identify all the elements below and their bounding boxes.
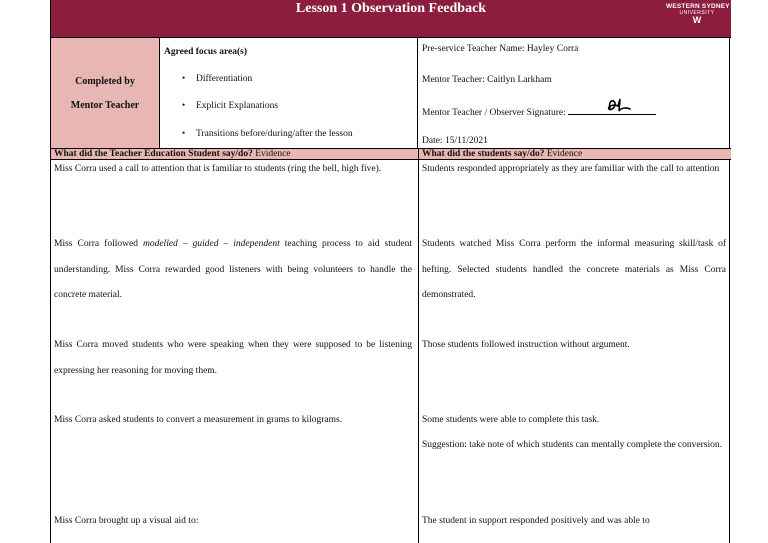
teacher-evidence-1: Miss Corra used a call to attention that is familiar to students (ring the bell, high five). — [54, 164, 382, 174]
student-evidence-4a: Some students were able to complete this task. — [422, 415, 600, 425]
focus-item — [182, 100, 278, 111]
focus-item-label: Transitions before/during/after the lesson — [196, 129, 353, 139]
page-title: Lesson 1 Observation Feedback — [295, 1, 487, 16]
right-header-rest: Evidence — [544, 149, 583, 159]
bullet-icon: • — [182, 128, 186, 138]
right-header-bold: What did the students say/do? — [422, 149, 545, 159]
evidence-italic: modelled – guided – independent — [142, 239, 280, 249]
teacher-evidence-4: Miss Corra asked students to convert a measurement in grams to kilograms. — [54, 415, 343, 425]
completed-by-role: Mentor Teacher — [70, 100, 140, 111]
left-header-bold: What did the Teacher Education Student say/do? — [54, 149, 253, 159]
completed-by-cell — [51, 38, 160, 148]
university-logo — [666, 3, 728, 25]
details-cell — [419, 38, 731, 148]
student-evidence-3: Those students followed instruction without argument. — [422, 340, 630, 350]
signature-label: Mentor Teacher / Observer Signature: — [422, 108, 566, 118]
left-header-rest: Evidence — [252, 149, 291, 159]
mentor-name: Mentor Teacher: Caitlyn Larkham — [422, 75, 552, 85]
student-evidence-1: Students responded appropriately as they are familiar with the call to attention — [422, 164, 720, 174]
bullet-icon: • — [182, 100, 186, 110]
signature-image — [604, 94, 634, 116]
signature-line — [568, 105, 656, 115]
teacher-evidence-5: Miss Corra brought up a visual aid to: — [54, 516, 199, 526]
focus-areas-title: Agreed focus area(s) — [164, 47, 248, 57]
teacher-evidence-3: Miss Corra moved students who were speaking when they were supposed to be listening expressing her reasoning for moving them. — [54, 340, 412, 376]
bullet-icon: • — [182, 73, 186, 83]
logo-text-line2: UNIVERSITY — [679, 10, 715, 16]
student-evidence-5: The student in support responded positively and was able to — [422, 516, 650, 526]
header-bar — [51, 0, 731, 38]
teacher-evidence-2 — [54, 232, 412, 309]
date: Date: 15/11/2021 — [422, 136, 488, 146]
logo-text-line1: WESTERN SYDNEY — [666, 3, 730, 10]
focus-item — [182, 73, 252, 84]
evidence-text: Miss Corra followed — [54, 239, 143, 249]
info-row — [51, 38, 731, 149]
column-divider — [418, 149, 419, 543]
focus-item — [182, 128, 353, 139]
student-evidence-4b: Suggestion: take note of which students can mentally complete the conversion. — [422, 440, 722, 450]
focus-areas-cell — [160, 38, 418, 148]
logo-mark-icon: W — [692, 15, 702, 25]
feedback-table — [50, 0, 730, 543]
signature-row — [422, 105, 656, 118]
completed-by-label: Completed by — [75, 76, 135, 87]
evidence-text: teaching process to aid student understanding. Miss Corra rewarded good listeners with being volunteers to handle the concrete material. — [54, 239, 413, 300]
focus-item-label: Explicit Explanations — [196, 101, 279, 111]
student-name: Pre-service Teacher Name: Hayley Corra — [422, 44, 579, 54]
focus-item-label: Differentiation — [196, 74, 253, 84]
student-evidence-2: Students watched Miss Corra perform the informal measuring skill/task of hefting. Selected students handled the concrete materials as Miss Corra demonstrated. — [422, 239, 726, 300]
